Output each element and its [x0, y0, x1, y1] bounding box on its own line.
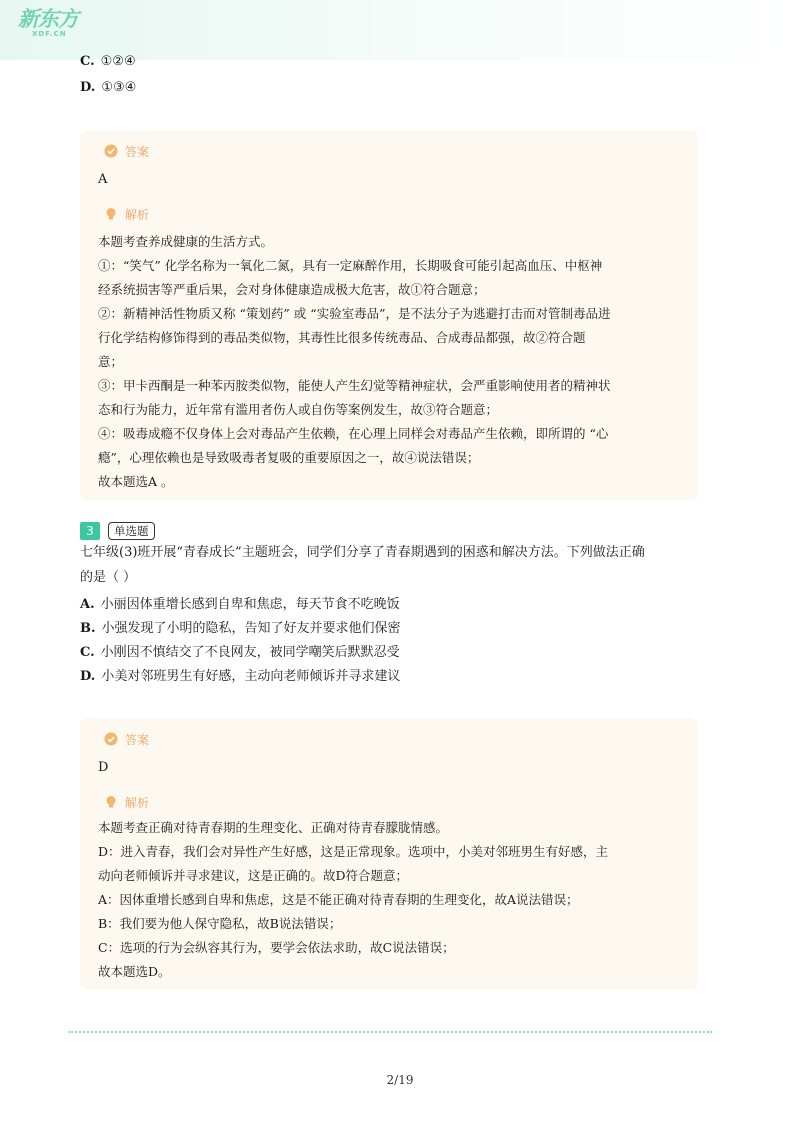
logo-sub: XDF.CN: [32, 30, 67, 38]
analysis-line: C：选项的行为会纵容其行为，要学会依法求助，故C说法错误；: [98, 940, 455, 955]
analysis-line: 经系统损害等严重后果，会对身体健康造成极大危害，故①符合题意；: [98, 282, 486, 297]
answer-value: A: [98, 172, 108, 187]
analysis-line: 动向老师倾诉并寻求建议，这是正确的。故D符合题意；: [98, 868, 409, 883]
answer-box-1: [80, 130, 698, 500]
logo-text: 新东方: [18, 7, 78, 31]
option-d-prev: D. ①③④: [80, 80, 137, 95]
option-b: B. 小强发现了小明的隐私，告知了好友并要求他们保密: [80, 621, 401, 636]
option-c-prev: C. ①②④: [80, 54, 136, 69]
analysis-line: 意；: [98, 354, 124, 369]
analysis-tag: 解析: [104, 205, 149, 223]
analysis-line: 故本题选A 。: [98, 474, 174, 489]
lightbulb-icon: [104, 207, 118, 221]
lightbulb-icon: [104, 795, 118, 809]
page-number: 2/19: [386, 1073, 414, 1087]
question-header: [80, 521, 155, 541]
check-badge-icon: [104, 144, 118, 158]
analysis-line: 瘾”，心理依赖也是导致吸毒者复吸的重要原因之一，故④说法错误；: [98, 450, 480, 465]
option-d: D. 小美对邻班男生有好感，主动向老师倾诉并寻求建议: [80, 669, 401, 684]
answer-box-2: [80, 718, 698, 990]
analysis-line: ③：甲卡西酮是一种苯丙胺类似物，能使人产生幻觉等精神症状，会严重影响使用者的精神状: [98, 378, 611, 393]
option-c: C. 小刚因不慎结交了不良网友，被同学嘲笑后默默忍受: [80, 645, 400, 660]
question-stem: 的是（ ）: [80, 570, 137, 585]
analysis-line: 故本题选D。: [98, 964, 171, 979]
analysis-line: 本题考查正确对待青春期的生理变化、正确对待青春朦胧情感。: [98, 820, 449, 835]
analysis-tag: 解析: [104, 793, 149, 811]
answer-value: D: [98, 760, 109, 775]
analysis-line: ②：新精神活性物质又称 “策划药” 或 “实验室毒品”，是不法分子为逃避打击而对管制毒品进: [98, 306, 611, 321]
question-type-badge: 单选题: [108, 522, 155, 540]
option-a: A. 小丽因体重增长感到自卑和焦虑，每天节食不吃晚饭: [80, 597, 400, 612]
analysis-line: ①：“笑气” 化学名称为一氧化二氮，具有一定麻醉作用，长期吸食可能引起高血压、中枢神: [98, 258, 603, 273]
analysis-line: D：进入青春，我们会对异性产生好感，这是正常现象。选项中，小美对邻班男生有好感，主: [98, 844, 609, 859]
analysis-line: 本题考查养成健康的生活方式。: [98, 234, 274, 249]
analysis-line: 行化学结构修饰得到的毒品类似物，其毒性比很多传统毒品、合成毒品都强，故②符合题: [98, 330, 586, 345]
xdf-logo: [18, 8, 88, 44]
answer-tag: 答案: [104, 142, 149, 160]
question-number: 3: [80, 522, 100, 540]
check-badge-icon: [104, 732, 118, 746]
analysis-line: B：我们要为他人保守隐私，故B说法错误；: [98, 916, 342, 931]
question-stem: 七年级(3)班开展“青春成长”主题班会，同学们分享了青春期遇到的困惑和解决方法。下列做法正确: [80, 545, 645, 560]
analysis-line: ④：吸毒成瘾不仅身体上会对毒品产生依赖，在心理上同样会对毒品产生依赖，即所谓的 “心: [98, 426, 609, 441]
dotted-divider: [68, 1031, 712, 1033]
analysis-line: A：因体重增长感到自卑和焦虑，这是不能正确对待青春期的生理变化，故A说法错误；: [98, 892, 579, 907]
answer-tag: 答案: [104, 730, 149, 748]
header-band: [0, 0, 800, 60]
analysis-line: 态和行为能力，近年常有滥用者伤人或自伤等案例发生，故③符合题意；: [98, 402, 499, 417]
